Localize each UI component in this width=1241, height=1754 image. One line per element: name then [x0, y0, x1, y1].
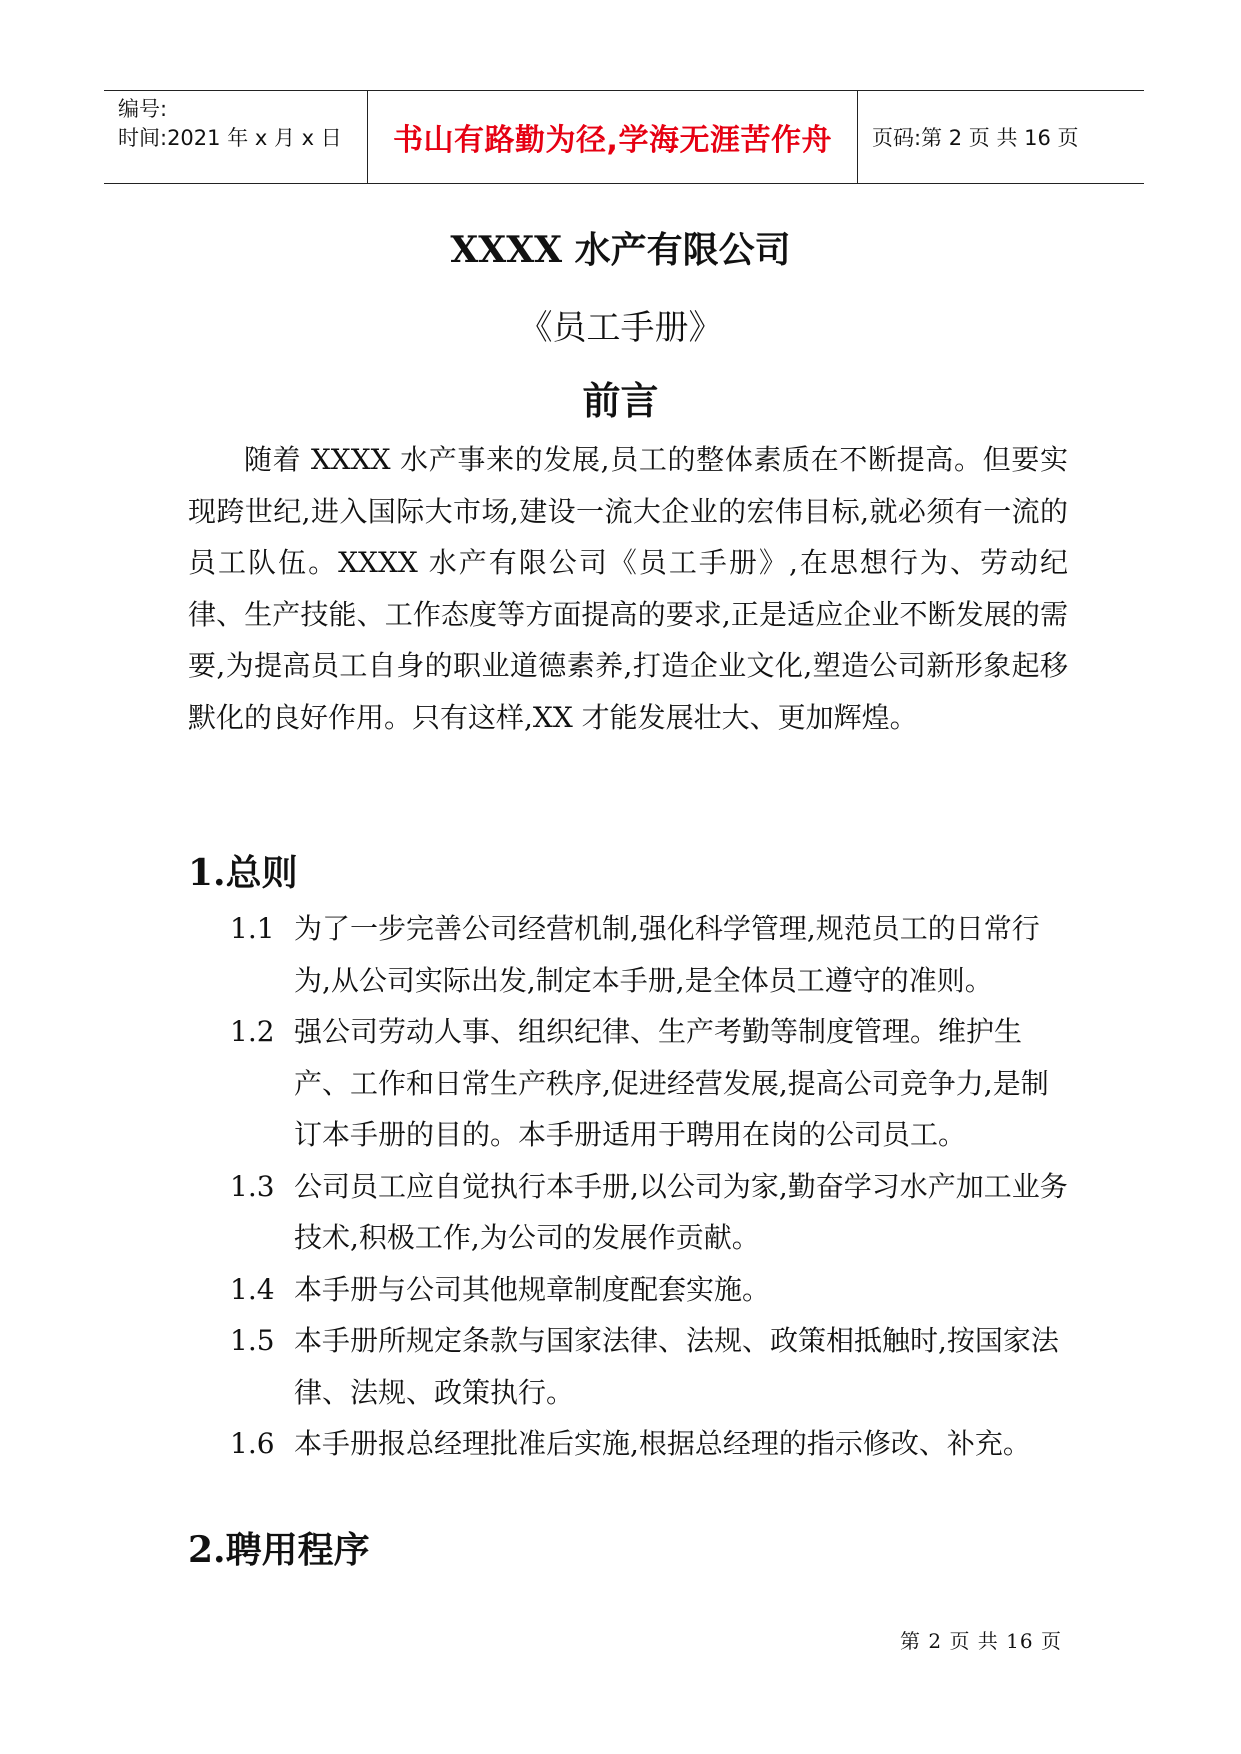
item-text: 为了一步完善公司经营机制,强化科学管理,规范员工的日常行为,从公司实际出发,制定本手册,是全体员工遵守的准则。: [294, 912, 1040, 997]
list-item: [230, 1006, 1075, 1161]
header-number-label: 编号:: [118, 97, 168, 121]
section-heading-general: 1.总则: [188, 852, 298, 894]
list-item: [230, 1418, 1075, 1470]
list-item: [230, 1161, 1075, 1264]
item-text: 本手册与公司其他规章制度配套实施。: [294, 1272, 771, 1306]
list-item: [230, 903, 1075, 1006]
item-number: 1.4: [230, 1272, 275, 1306]
header-page-info: 页码:第 2 页 共 16 页: [872, 126, 1079, 150]
item-text: 强公司劳动人事、组织纪律、生产考勤等制度管理。维护生产、工作和日常生产秩序,促进经营发展,提高公司竞争力,是制订本手册的目的。本手册适用于聘用在岗的公司员工。: [294, 1015, 1049, 1151]
header-time-label: 时间:2021 年 x 月 x 日: [118, 126, 342, 150]
item-text: 本手册所规定条款与国家法律、法规、政策相抵触时,按国家法律、法规、政策执行。: [294, 1324, 1059, 1409]
page-header: [104, 90, 1144, 184]
item-text: 公司员工应自觉执行本手册,以公司为家,勤奋学习水产加工业务技术,积极工作,为公司的发展作贡献。: [294, 1169, 1068, 1254]
manual-title: 《员工手册》: [518, 308, 723, 348]
item-number: 1.2: [230, 1015, 275, 1048]
item-number: 1.1: [230, 912, 275, 945]
page-footer: 第 2 页 共 16 页: [900, 1629, 1062, 1653]
preface-heading: 前言: [582, 378, 659, 423]
item-number: 1.3: [230, 1169, 275, 1203]
item-text: 本手册报总经理批准后实施,根据总经理的指示修改、补充。: [294, 1427, 1031, 1460]
preface-body: [188, 434, 1068, 743]
item-number: 1.5: [230, 1324, 275, 1357]
list-item: [230, 1264, 1075, 1316]
section-heading-hiring: 2.聘用程序: [188, 1529, 370, 1571]
header-motto: 书山有路勤为径,学海无涯苦作舟: [368, 91, 858, 183]
preface-paragraph: 随着 XXXX 水产事来的发展,员工的整体素质在不断提高。但要实现跨世纪,进入国际大市场,建设一流大企业的宏伟目标,就必须有一流的员工队伍。XXXX 水产有限公司《员工手册》,在思想行为、劳动纪律、生产技能、工作态度等方面提高的要求,正是适应企业不断发展的需要,为提高员工自身的职业道德素养,打造企业文化,塑造公司新形象起移默化的良好作用。只有这样,XX 才能发展壮大、更加辉煌。: [188, 443, 1068, 734]
item-number: 1.6: [230, 1427, 275, 1460]
section-general-list: [230, 903, 1075, 1470]
list-item: [230, 1315, 1075, 1418]
company-title: XXXX 水产有限公司: [450, 229, 791, 271]
header-meta: [104, 91, 368, 183]
